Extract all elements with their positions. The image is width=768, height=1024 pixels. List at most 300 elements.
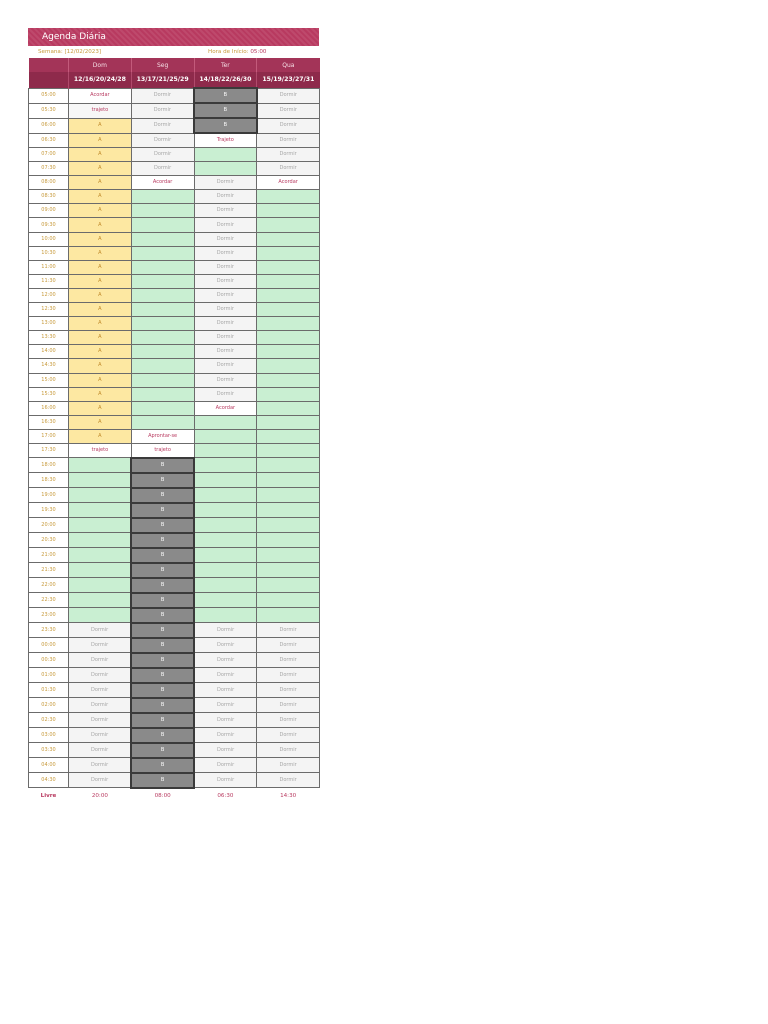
time-slot-label: 01:30 [29, 683, 69, 698]
time-slot-label: 10:30 [29, 246, 69, 260]
schedule-cell[interactable]: Dormir [131, 118, 194, 133]
schedule-cell[interactable]: B [131, 533, 194, 548]
schedule-cell[interactable]: trajeto [69, 443, 132, 458]
schedule-cell[interactable]: B [131, 473, 194, 488]
schedule-row [29, 518, 320, 533]
schedule-cell[interactable]: B [131, 638, 194, 653]
schedule-cell[interactable] [69, 608, 132, 623]
schedule-cell[interactable] [131, 274, 194, 288]
time-slot-label: 12:00 [29, 288, 69, 302]
schedule-cell[interactable]: Dormir [194, 274, 257, 288]
schedule-cell[interactable]: Dormir [257, 743, 320, 758]
schedule-cell[interactable] [257, 288, 320, 302]
schedule-cell[interactable] [257, 533, 320, 548]
schedule-cell[interactable]: Dormir [194, 345, 257, 359]
time-slot-label: 16:30 [29, 415, 69, 429]
day-dates-row [29, 72, 320, 88]
schedule-cell[interactable]: Dormir [69, 683, 132, 698]
schedule-cell[interactable]: Dormir [194, 317, 257, 331]
schedule-cell[interactable]: Dormir [69, 743, 132, 758]
schedule-cell[interactable]: Dormir [194, 773, 257, 788]
week-label: Semana: [12/02/2023] [38, 49, 102, 55]
schedule-cell[interactable]: Dormir [69, 638, 132, 653]
schedule-row [29, 387, 320, 401]
time-slot-label: 08:30 [29, 190, 69, 204]
schedule-cell[interactable]: A [69, 274, 132, 288]
schedule-cell[interactable]: Dormir [69, 728, 132, 743]
schedule-cell[interactable]: Dormir [257, 683, 320, 698]
schedule-cell[interactable]: B [131, 488, 194, 503]
schedule-cell[interactable] [257, 518, 320, 533]
schedule-row [29, 190, 320, 204]
schedule-cell[interactable] [69, 473, 132, 488]
schedule-cell[interactable]: B [131, 578, 194, 593]
schedule-cell[interactable]: Dormir [257, 162, 320, 176]
schedule-cell[interactable] [194, 162, 257, 176]
time-slot-label: 23:30 [29, 623, 69, 638]
day-dates-dom: 12/16/20/24/28 [69, 72, 132, 88]
schedule-cell[interactable]: A [69, 288, 132, 302]
schedule-row [29, 653, 320, 668]
schedule-cell[interactable]: Dormir [194, 260, 257, 274]
schedule-cell[interactable]: Dormir [69, 713, 132, 728]
free-time-row [29, 788, 320, 803]
schedule-cell[interactable] [257, 608, 320, 623]
day-name-row [29, 58, 320, 72]
schedule-cell[interactable] [69, 593, 132, 608]
schedule-row [29, 758, 320, 773]
schedule-cell[interactable] [131, 373, 194, 387]
schedule-cell[interactable] [194, 518, 257, 533]
schedule-cell[interactable]: Dormir [257, 638, 320, 653]
schedule-cell[interactable]: Dormir [257, 758, 320, 773]
schedule-row [29, 359, 320, 373]
schedule-cell[interactable]: Acordar [131, 176, 194, 190]
schedule-row [29, 288, 320, 302]
day-header-seg[interactable]: Seg [131, 58, 194, 72]
schedule-cell[interactable]: A [69, 331, 132, 345]
time-slot-label: 03:00 [29, 728, 69, 743]
time-slot-label: 02:30 [29, 713, 69, 728]
schedule-cell[interactable] [69, 503, 132, 518]
schedule-cell[interactable]: A [69, 359, 132, 373]
schedule-cell[interactable]: Acordar [194, 401, 257, 415]
schedule-row [29, 218, 320, 232]
schedule-cell[interactable]: A [69, 429, 132, 443]
time-slot-label: 16:00 [29, 401, 69, 415]
schedule-cell[interactable] [257, 246, 320, 260]
schedule-cell[interactable]: Dormir [257, 773, 320, 788]
schedule-row [29, 443, 320, 458]
schedule-cell[interactable] [257, 548, 320, 563]
day-header-dom[interactable]: Dom [69, 58, 132, 72]
schedule-row [29, 260, 320, 274]
schedule-cell[interactable] [257, 218, 320, 232]
schedule-cell[interactable]: B [131, 773, 194, 788]
schedule-cell[interactable]: A [69, 415, 132, 429]
schedule-cell[interactable]: B [194, 88, 257, 103]
schedule-cell[interactable]: Dormir [257, 103, 320, 118]
schedule-cell[interactable] [69, 488, 132, 503]
schedule-cell[interactable]: Dormir [194, 668, 257, 683]
time-slot-label: 00:00 [29, 638, 69, 653]
schedule-row [29, 232, 320, 246]
schedule-cell[interactable]: A [69, 133, 132, 148]
schedule-cell[interactable] [257, 359, 320, 373]
start-time [208, 46, 267, 58]
schedule-cell[interactable] [194, 429, 257, 443]
schedule-row [29, 246, 320, 260]
schedule-cell[interactable]: Dormir [69, 698, 132, 713]
schedule-cell[interactable] [131, 288, 194, 302]
schedule-cell[interactable] [131, 345, 194, 359]
schedule-cell[interactable]: Dormir [194, 232, 257, 246]
schedule-cell[interactable] [257, 488, 320, 503]
schedule-cell[interactable]: A [69, 260, 132, 274]
schedule-cell[interactable] [194, 593, 257, 608]
schedule-cell[interactable]: Dormir [194, 683, 257, 698]
schedule-row [29, 204, 320, 218]
schedule-cell[interactable] [257, 578, 320, 593]
time-slot-label: 03:30 [29, 743, 69, 758]
corner-cell-2 [29, 72, 69, 88]
schedule-cell[interactable] [194, 563, 257, 578]
schedule-cell[interactable]: B [131, 728, 194, 743]
schedule-body [29, 88, 320, 788]
schedule-cell[interactable] [257, 458, 320, 473]
time-slot-label: 19:30 [29, 503, 69, 518]
schedule-row [29, 317, 320, 331]
schedule-cell[interactable]: B [131, 593, 194, 608]
schedule-cell[interactable]: A [69, 246, 132, 260]
schedule-row [29, 303, 320, 317]
schedule-row [29, 274, 320, 288]
schedule-cell[interactable] [194, 443, 257, 458]
schedule-row [29, 373, 320, 387]
schedule-cell[interactable]: Dormir [257, 728, 320, 743]
time-slot-label: 15:30 [29, 387, 69, 401]
schedule-cell[interactable] [131, 359, 194, 373]
schedule-cell[interactable]: Dormir [69, 653, 132, 668]
time-slot-label: 17:00 [29, 429, 69, 443]
schedule-row [29, 103, 320, 118]
schedule-cell[interactable]: A [69, 148, 132, 162]
schedule-cell[interactable] [131, 303, 194, 317]
schedule-cell[interactable] [69, 518, 132, 533]
start-label: Hora de Início: [208, 49, 249, 55]
schedule-cell[interactable] [194, 458, 257, 473]
schedule-cell[interactable]: Dormir [257, 88, 320, 103]
time-slot-label: 08:00 [29, 176, 69, 190]
schedule-cell[interactable]: Dormir [194, 743, 257, 758]
schedule-row [29, 638, 320, 653]
schedule-cell[interactable] [257, 190, 320, 204]
schedule-row [29, 533, 320, 548]
free-time-dom: 20:00 [69, 788, 132, 803]
schedule-cell[interactable]: Dormir [131, 103, 194, 118]
schedule-cell[interactable]: Dormir [69, 623, 132, 638]
schedule-cell[interactable]: Dormir [194, 204, 257, 218]
schedule-cell[interactable]: B [194, 118, 257, 133]
schedule-cell[interactable]: Dormir [194, 288, 257, 302]
time-slot-label: 18:00 [29, 458, 69, 473]
schedule-cell[interactable] [257, 443, 320, 458]
schedule-cell[interactable]: trajeto [69, 103, 132, 118]
schedule-cell[interactable]: A [69, 387, 132, 401]
time-slot-label: 07:00 [29, 148, 69, 162]
schedule-cell[interactable]: Dormir [194, 246, 257, 260]
time-slot-label: 02:00 [29, 698, 69, 713]
schedule-cell[interactable] [257, 317, 320, 331]
schedule-cell[interactable]: Dormir [69, 773, 132, 788]
schedule-cell[interactable] [131, 190, 194, 204]
schedule-cell[interactable]: B [131, 503, 194, 518]
schedule-cell[interactable]: Dormir [131, 133, 194, 148]
schedule-cell[interactable] [131, 317, 194, 331]
schedule-cell[interactable]: Dormir [131, 162, 194, 176]
schedule-cell[interactable]: A [69, 162, 132, 176]
schedule-cell[interactable]: Dormir [69, 668, 132, 683]
time-slot-label: 05:30 [29, 103, 69, 118]
time-slot-label: 06:30 [29, 133, 69, 148]
time-slot-label: 11:30 [29, 274, 69, 288]
schedule-cell[interactable] [257, 331, 320, 345]
schedule-row [29, 88, 320, 103]
corner-cell [29, 58, 69, 72]
schedule-cell[interactable] [194, 488, 257, 503]
schedule-cell[interactable]: A [69, 190, 132, 204]
schedule-row [29, 623, 320, 638]
schedule-cell[interactable]: Dormir [131, 88, 194, 103]
time-slot-label: 14:30 [29, 359, 69, 373]
schedule-cell[interactable]: Acordar [69, 88, 132, 103]
time-slot-label: 10:00 [29, 232, 69, 246]
schedule-cell[interactable]: Dormir [194, 623, 257, 638]
schedule-row [29, 488, 320, 503]
schedule-cell[interactable] [257, 274, 320, 288]
schedule-cell[interactable] [194, 533, 257, 548]
time-slot-label: 18:30 [29, 473, 69, 488]
schedule-cell[interactable]: A [69, 232, 132, 246]
schedule-cell[interactable] [69, 458, 132, 473]
schedule-cell[interactable]: B [131, 758, 194, 773]
schedule-cell[interactable]: B [131, 743, 194, 758]
schedule-cell[interactable] [194, 578, 257, 593]
day-header-qua[interactable]: Qua [257, 58, 320, 72]
schedule-cell[interactable] [131, 415, 194, 429]
schedule-cell[interactable]: B [131, 548, 194, 563]
schedule-cell[interactable]: Dormir [194, 218, 257, 232]
time-slot-label: 05:00 [29, 88, 69, 103]
day-dates-seg: 13/17/21/25/29 [131, 72, 194, 88]
schedule-cell[interactable] [131, 218, 194, 232]
schedule-cell[interactable]: Dormir [257, 668, 320, 683]
schedule-cell[interactable] [131, 331, 194, 345]
schedule-row [29, 162, 320, 176]
schedule-cell[interactable]: A [69, 345, 132, 359]
time-slot-label: 15:00 [29, 373, 69, 387]
schedule-cell[interactable]: A [69, 204, 132, 218]
schedule-cell[interactable] [257, 260, 320, 274]
schedule-cell[interactable] [194, 503, 257, 518]
schedule-row [29, 698, 320, 713]
schedule-cell[interactable] [131, 232, 194, 246]
schedule-cell[interactable] [194, 148, 257, 162]
time-slot-label: 07:30 [29, 162, 69, 176]
schedule-cell[interactable]: Dormir [194, 728, 257, 743]
day-dates-qua: 15/19/23/27/31 [257, 72, 320, 88]
schedule-row [29, 429, 320, 443]
schedule-row [29, 118, 320, 133]
start-value: 05:00 [250, 49, 267, 55]
time-slot-label: 12:30 [29, 303, 69, 317]
free-time-label: Livre [29, 788, 69, 803]
schedule-row [29, 593, 320, 608]
schedule-cell[interactable]: Dormir [257, 148, 320, 162]
time-slot-label: 04:00 [29, 758, 69, 773]
schedule-cell[interactable] [194, 415, 257, 429]
schedule-cell[interactable] [257, 303, 320, 317]
schedule-row [29, 148, 320, 162]
schedule-row [29, 133, 320, 148]
schedule-cell[interactable]: trajeto [131, 443, 194, 458]
schedule-cell[interactable]: Dormir [194, 698, 257, 713]
schedule-cell[interactable]: Dormir [194, 653, 257, 668]
time-slot-label: 13:00 [29, 317, 69, 331]
schedule-cell[interactable]: B [131, 713, 194, 728]
schedule-cell[interactable]: B [131, 623, 194, 638]
schedule-cell[interactable] [257, 232, 320, 246]
schedule-cell[interactable]: Dormir [194, 176, 257, 190]
schedule-row [29, 331, 320, 345]
schedule-cell[interactable] [131, 204, 194, 218]
schedule-cell[interactable]: B [131, 683, 194, 698]
schedule-cell[interactable] [69, 548, 132, 563]
schedule-cell[interactable]: A [69, 317, 132, 331]
schedule-cell[interactable]: A [69, 303, 132, 317]
schedule-cell[interactable] [257, 401, 320, 415]
schedule-cell[interactable] [194, 608, 257, 623]
schedule-cell[interactable] [257, 503, 320, 518]
schedule-cell[interactable]: Dormir [131, 148, 194, 162]
schedule-cell[interactable] [69, 578, 132, 593]
schedule-cell[interactable]: Acordar [257, 176, 320, 190]
schedule-cell[interactable]: A [69, 176, 132, 190]
schedule-row [29, 503, 320, 518]
schedule-cell[interactable]: Dormir [194, 758, 257, 773]
schedule-row [29, 608, 320, 623]
schedule-row [29, 473, 320, 488]
agenda-sheet [28, 28, 319, 803]
schedule-row [29, 728, 320, 743]
schedule-cell[interactable]: A [69, 373, 132, 387]
schedule-cell[interactable]: Dormir [194, 387, 257, 401]
day-dates-ter: 14/18/22/26/30 [194, 72, 257, 88]
schedule-cell[interactable] [257, 373, 320, 387]
time-slot-label: 00:30 [29, 653, 69, 668]
schedule-cell[interactable] [257, 345, 320, 359]
schedule-cell[interactable] [131, 246, 194, 260]
schedule-cell[interactable] [257, 204, 320, 218]
schedule-cell[interactable] [131, 387, 194, 401]
time-slot-label: 23:00 [29, 608, 69, 623]
schedule-cell[interactable] [257, 429, 320, 443]
schedule-cell[interactable]: Dormir [194, 638, 257, 653]
schedule-cell[interactable] [194, 473, 257, 488]
schedule-cell[interactable]: Trajeto [194, 133, 257, 148]
schedule-row [29, 578, 320, 593]
meta-row [28, 46, 319, 58]
schedule-cell[interactable]: Dormir [194, 303, 257, 317]
schedule-cell[interactable]: B [194, 103, 257, 118]
schedule-row [29, 548, 320, 563]
schedule-cell[interactable]: A [69, 218, 132, 232]
time-slot-label: 11:00 [29, 260, 69, 274]
schedule-cell[interactable] [131, 260, 194, 274]
schedule-cell[interactable]: B [131, 608, 194, 623]
schedule-cell[interactable]: B [131, 668, 194, 683]
schedule-row [29, 415, 320, 429]
schedule-cell[interactable]: B [131, 698, 194, 713]
day-header-ter[interactable]: Ter [194, 58, 257, 72]
schedule-cell[interactable] [257, 473, 320, 488]
schedule-cell[interactable]: A [69, 401, 132, 415]
free-time-ter: 06:30 [194, 788, 257, 803]
schedule-cell[interactable] [257, 415, 320, 429]
schedule-cell[interactable]: Dormir [194, 713, 257, 728]
schedule-cell[interactable]: Dormir [257, 653, 320, 668]
time-slot-label: 19:00 [29, 488, 69, 503]
schedule-cell[interactable]: B [131, 563, 194, 578]
schedule-cell[interactable] [257, 593, 320, 608]
schedule-cell[interactable] [131, 401, 194, 415]
schedule-row [29, 176, 320, 190]
schedule-cell[interactable] [69, 563, 132, 578]
schedule-cell[interactable]: B [131, 518, 194, 533]
schedule-row [29, 683, 320, 698]
schedule-cell[interactable]: Dormir [194, 331, 257, 345]
schedule-cell[interactable]: A [69, 118, 132, 133]
free-time-qua: 14:30 [257, 788, 320, 803]
schedule-cell[interactable]: B [131, 458, 194, 473]
schedule-cell[interactable]: Aprontar-se [131, 429, 194, 443]
schedule-cell[interactable]: Dormir [257, 713, 320, 728]
schedule-cell[interactable]: Dormir [257, 118, 320, 133]
schedule-cell[interactable]: Dormir [257, 698, 320, 713]
time-slot-label: 21:00 [29, 548, 69, 563]
schedule-cell[interactable] [257, 387, 320, 401]
schedule-cell[interactable]: Dormir [69, 758, 132, 773]
schedule-row [29, 345, 320, 359]
schedule-cell[interactable]: B [131, 653, 194, 668]
schedule-cell[interactable] [69, 533, 132, 548]
schedule-cell[interactable]: Dormir [194, 359, 257, 373]
free-time-seg: 08:00 [131, 788, 194, 803]
schedule-cell[interactable]: Dormir [257, 133, 320, 148]
schedule-cell[interactable]: Dormir [257, 623, 320, 638]
time-slot-label: 06:00 [29, 118, 69, 133]
schedule-cell[interactable]: Dormir [194, 190, 257, 204]
schedule-cell[interactable] [194, 548, 257, 563]
schedule-row [29, 743, 320, 758]
time-slot-label: 01:00 [29, 668, 69, 683]
time-slot-label: 22:00 [29, 578, 69, 593]
schedule-cell[interactable]: Dormir [194, 373, 257, 387]
schedule-cell[interactable] [257, 563, 320, 578]
time-slot-label: 21:30 [29, 563, 69, 578]
schedule-row [29, 401, 320, 415]
time-slot-label: 13:30 [29, 331, 69, 345]
